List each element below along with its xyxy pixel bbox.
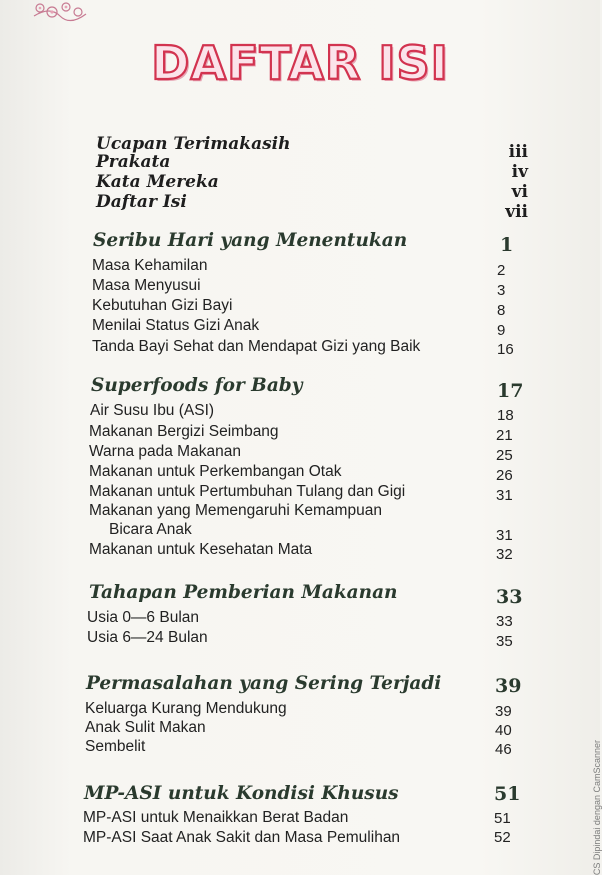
toc-item[interactable]: Usia 0—6 Bulan [87, 609, 200, 626]
front-matter-label: Prakata [96, 152, 171, 172]
toc-item-page: 25 [496, 447, 513, 464]
section-heading[interactable]: Seribu Hari yang Menentukan [93, 230, 408, 251]
front-matter-item[interactable] [96, 192, 536, 222]
toc-item[interactable]: Usia 6—24 Bulan [87, 629, 208, 646]
toc-item[interactable]: Air Susu Ibu (ASI) [90, 402, 215, 419]
toc-item[interactable]: Makanan Bergizi Seimbang [89, 423, 279, 440]
front-matter-label: Kata Mereka [96, 172, 219, 192]
toc-item[interactable]: Masa Menyusui [92, 277, 201, 294]
toc-item-page: 31 [496, 487, 513, 504]
front-matter-label: Ucapan Terimakasih [96, 134, 291, 154]
section-page: 1 [500, 234, 514, 256]
section-page: 51 [494, 783, 521, 805]
toc-item[interactable]: Makanan yang Memengaruhi Kemampuan [89, 502, 382, 519]
toc-item[interactable]: MP-ASI Saat Anak Sakit dan Masa Pemulihan [83, 829, 401, 846]
toc-item-page: 32 [496, 546, 513, 563]
toc-item-page: 46 [495, 741, 512, 758]
toc-item[interactable]: Warna pada Makanan [89, 443, 241, 460]
toc-item-page: 51 [494, 810, 511, 827]
toc-item-page: 3 [497, 282, 506, 299]
toc-item-page: 16 [497, 341, 514, 358]
section-page: 17 [497, 380, 524, 402]
toc-item-page: 33 [496, 613, 513, 630]
toc-item-page: 52 [494, 829, 511, 846]
page-title: DAFTAR ISI [151, 36, 449, 90]
toc-item-page: 21 [496, 427, 513, 444]
toc-item[interactable]: Keluarga Kurang Mendukung [85, 700, 287, 717]
toc-item[interactable]: Kebutuhan Gizi Bayi [92, 297, 233, 314]
toc-item-page: 8 [497, 302, 506, 319]
toc-item-continuation[interactable]: Bicara Anak [109, 521, 192, 538]
front-matter-page: vii [505, 202, 528, 222]
section-page: 33 [496, 586, 523, 608]
toc-item-page: 39 [495, 703, 512, 720]
toc-item[interactable]: Sembelit [85, 738, 146, 755]
scanner-watermark: CS Dipindai dengan CamScanner [592, 740, 602, 875]
toc-item[interactable]: MP-ASI untuk Menaikkan Berat Badan [83, 809, 349, 826]
front-matter-label: Daftar Isi [96, 192, 187, 212]
front-matter-page: iv [511, 162, 528, 182]
toc-item[interactable]: Tanda Bayi Sehat dan Mendapat Gizi yang Baik [92, 338, 421, 355]
toc-item-page: 35 [496, 633, 513, 650]
section-heading[interactable]: MP-ASI untuk Kondisi Khusus [84, 783, 399, 804]
toc-item-page: 40 [495, 722, 512, 739]
toc-item-page: 26 [496, 467, 513, 484]
toc-item[interactable]: Menilai Status Gizi Anak [92, 317, 260, 334]
toc-item-page: 2 [497, 262, 506, 279]
section-heading[interactable]: Superfoods for Baby [91, 375, 303, 396]
front-matter-page: vi [511, 182, 528, 202]
toc-item-page: 31 [496, 527, 513, 544]
toc-item-page: 18 [497, 407, 514, 424]
front-matter-page: iii [508, 142, 528, 162]
toc-item[interactable]: Makanan untuk Pertumbuhan Tulang dan Gigi [89, 483, 406, 500]
section-page: 39 [495, 675, 522, 697]
toc-item[interactable]: Makanan untuk Kesehatan Mata [89, 541, 313, 558]
toc-item[interactable]: Anak Sulit Makan [85, 719, 206, 736]
toc-item[interactable]: Masa Kehamilan [92, 257, 208, 274]
toc-item-page: 9 [497, 322, 506, 339]
section-heading[interactable]: Tahapan Pemberian Makanan [89, 582, 398, 603]
flower-ornament-icon [30, 0, 90, 22]
section-heading[interactable]: Permasalahan yang Sering Terjadi [86, 673, 442, 694]
toc-item[interactable]: Makanan untuk Perkembangan Otak [89, 463, 342, 480]
